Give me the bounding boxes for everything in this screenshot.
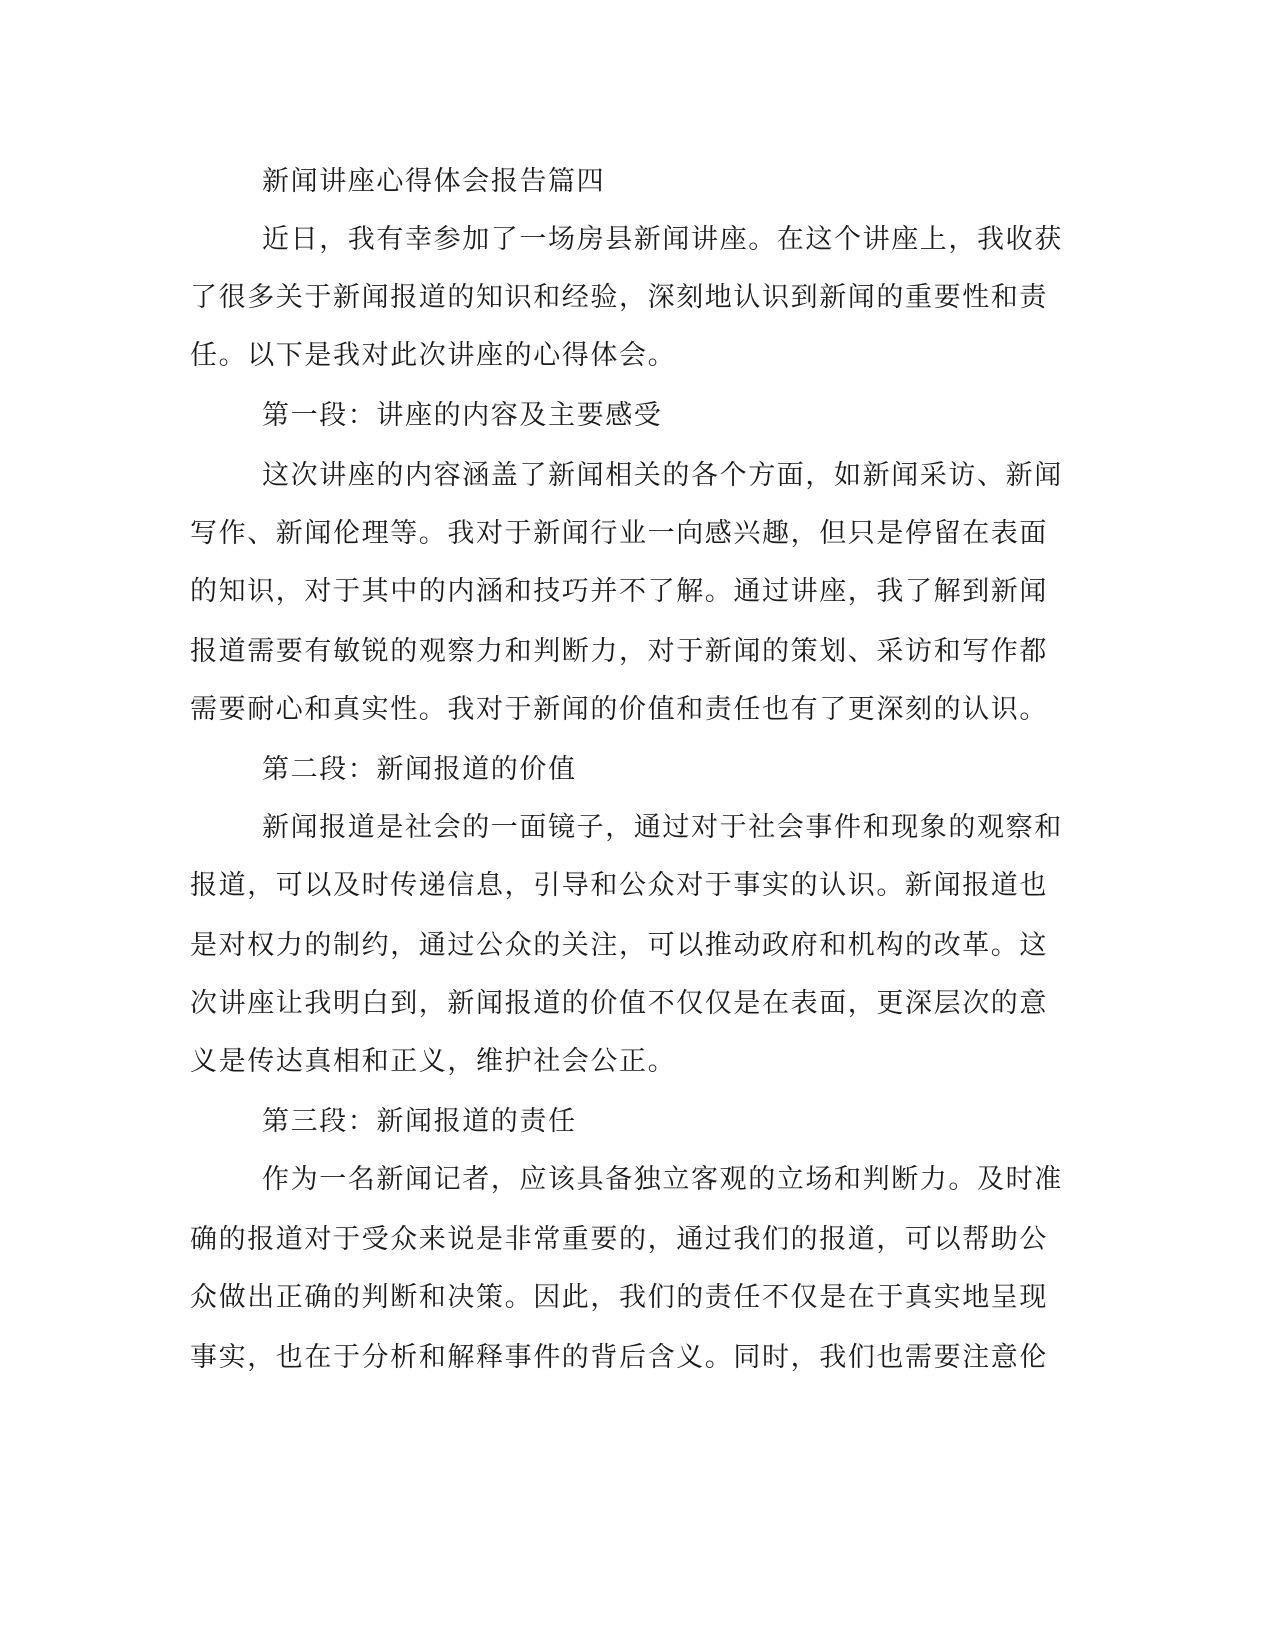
paragraph-line: 义是传达真相和正义，维护社会公正。 — [190, 1046, 677, 1077]
paragraph-line: 需要耐心和真实性。我对于新闻的价值和责任也有了更深刻的认识。 — [190, 694, 1048, 725]
section-heading: 第二段：新闻报道的价值 — [262, 754, 577, 785]
paragraph-line: 写作、新闻伦理等。我对于新闻行业一向感兴趣，但只是停留在表面 — [190, 518, 1048, 549]
paragraph-line: 次讲座让我明白到，新闻报道的价值不仅仅是在表面，更深层次的意 — [190, 988, 1048, 1019]
paragraph-line: 报道，可以及时传递信息，引导和公众对于事实的认识。新闻报道也 — [190, 870, 1048, 901]
paragraph-line: 这次讲座的内容涵盖了新闻相关的各个方面，如新闻采访、新闻 — [262, 460, 1063, 491]
section-heading: 第三段：新闻报道的责任 — [262, 1106, 577, 1137]
paragraph-line: 是对权力的制约，通过公众的关注，可以推动政府和机构的改革。这 — [190, 930, 1048, 961]
paragraph-line: 近日，我有幸参加了一场房县新闻讲座。在这个讲座上，我收获 — [262, 224, 1063, 255]
paragraph-line: 确的报道对于受众来说是非常重要的，通过我们的报道，可以帮助公 — [190, 1224, 1048, 1255]
paragraph-line: 任。以下是我对此次讲座的心得体会。 — [190, 340, 677, 371]
paragraph-line: 了很多关于新闻报道的知识和经验，深刻地认识到新闻的重要性和责 — [190, 282, 1048, 313]
paragraph-line: 众做出正确的判断和决策。因此，我们的责任不仅是在于真实地呈现 — [190, 1282, 1048, 1313]
paragraph-line: 的知识，对于其中的内涵和技巧并不了解。通过讲座，我了解到新闻 — [190, 576, 1048, 607]
paragraph-line: 作为一名新闻记者，应该具备独立客观的立场和判断力。及时准 — [262, 1164, 1063, 1195]
paragraph-line: 报道需要有敏锐的观察力和判断力，对于新闻的策划、采访和写作都 — [190, 636, 1048, 667]
document-title: 新闻讲座心得体会报告篇四 — [262, 166, 606, 197]
paragraph-line: 事实，也在于分析和解释事件的背后含义。同时，我们也需要注意伦 — [190, 1342, 1048, 1373]
paragraph-line: 新闻报道是社会的一面镜子，通过对于社会事件和现象的观察和 — [262, 812, 1063, 843]
section-heading: 第一段：讲座的内容及主要感受 — [262, 400, 663, 431]
